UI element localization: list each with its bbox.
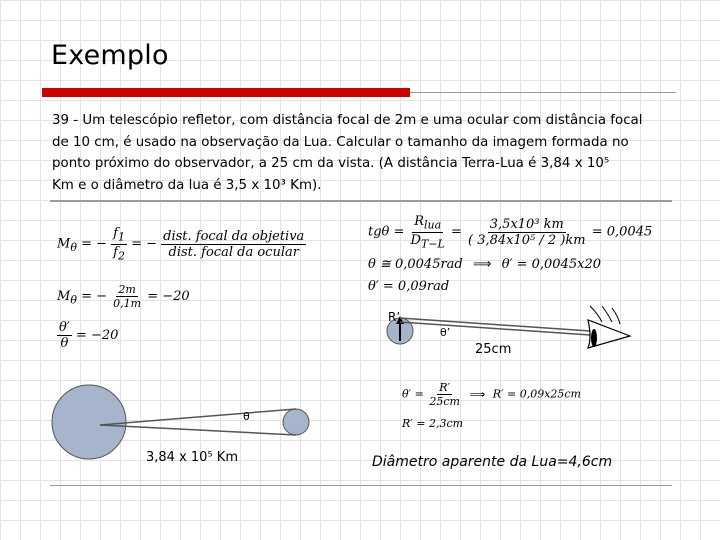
angle-ratio: $\frac{\theta'}{\theta}$ = −20	[59, 320, 119, 351]
problem-statement	[52, 110, 682, 196]
magnification-value: $M_\theta$ = − $\frac{2m}{0,1m}$ = −20	[57, 283, 190, 310]
theta-label: θ	[243, 410, 250, 423]
earth-circle	[52, 385, 126, 459]
conclusion: Diâmetro aparente da Lua=4,6cm	[372, 454, 613, 470]
title-rule	[410, 92, 676, 93]
problem-line: ponto próximo do observador, a 25 cm da vista. (A distância Terra-Lua é 3,84 x 10⁵	[52, 156, 610, 171]
eyelash-icon	[590, 306, 620, 324]
grid-line	[660, 0, 661, 540]
tangent-formula: tgθ = $\frac{R_{lua}}{D_{T-L}}$ = $\frac{\text{3,5x10³ km}}{\text{( 3,84x10⁵ / 2 )km}}$ = 0,0045	[368, 214, 653, 251]
magnification-formula: $M_\theta$ = − $\frac{f_1}{f_2}$ = − $\frac{\text{dist. focal da objetiva}}{\text{dist. focal da ocular}}$	[57, 226, 305, 263]
earth-moon-diagram	[50, 380, 320, 460]
section-divider	[50, 200, 672, 202]
title-accent-bar	[42, 88, 410, 97]
grid-line	[320, 0, 321, 540]
grid-line	[360, 0, 361, 540]
earth-moon-distance: 3,84 x 10⁵ Km	[146, 450, 238, 465]
slide-title: Exemplo	[51, 40, 169, 71]
grid-line	[20, 0, 21, 540]
grid-line	[340, 0, 341, 540]
pupil-icon	[591, 329, 597, 347]
grid-line	[0, 0, 1, 540]
problem-line: de 10 cm, é usado na observação da Lua. Calcular o tamanho da imagem formada no	[52, 134, 629, 150]
ray-bottom	[100, 425, 296, 435]
theta-value: θ ≅ 0,0045rad ⟹ θ′ = 0,0045x20	[368, 257, 601, 272]
grid-line	[680, 0, 681, 540]
grid-line	[620, 0, 621, 540]
theta-prime-value: θ′ = 0,09rad	[368, 279, 450, 294]
grid-line	[640, 0, 641, 540]
image-size-result: R′ = 2,3cm	[402, 417, 464, 430]
moon-circle	[283, 409, 309, 435]
bottom-rule	[50, 485, 672, 486]
ray-top	[100, 409, 296, 425]
distance-label: 25cm	[475, 342, 512, 357]
grid-line	[40, 0, 41, 540]
problem-line: Km e o diâmetro da lua é 3,5 x 10³ Km).	[52, 177, 322, 193]
image-size-formula: θ′ = $\frac{R'}{25cm}$ ⟹ R′ = 0,09x25cm	[402, 381, 581, 408]
r-prime-label: R’	[388, 310, 401, 324]
grid-line	[700, 0, 701, 540]
problem-line: 39 - Um telescópio refletor, com distância focal de 2m e uma ocular com distância focal	[52, 113, 643, 128]
theta-prime-label: θ’	[440, 326, 451, 339]
